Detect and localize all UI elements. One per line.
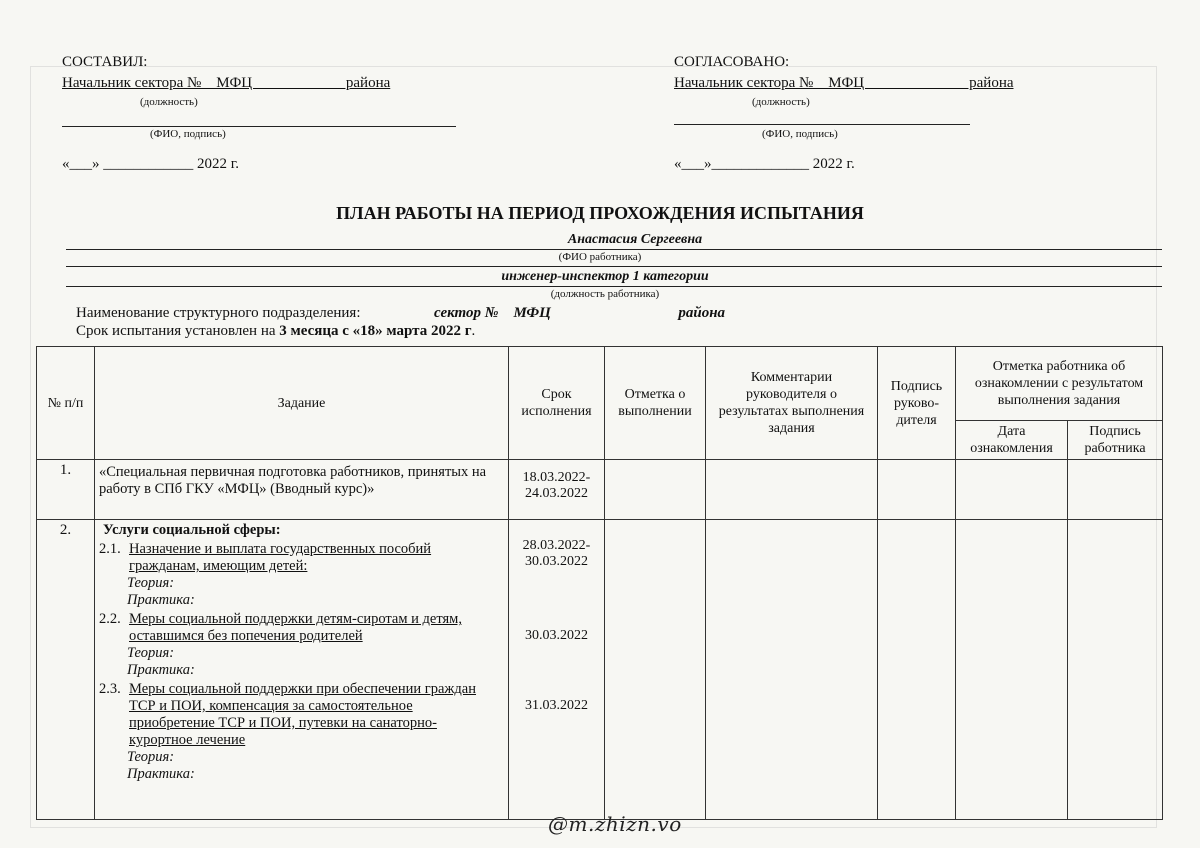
row-comments-cell	[706, 460, 878, 520]
left-signature-caption: (ФИО, подпись)	[150, 128, 226, 140]
deadline-end: 30.03.2022	[525, 554, 588, 569]
employee-position: инженер-инспектор 1 категории	[501, 269, 709, 284]
employee-name: Анастасия Сергеевна	[567, 232, 703, 247]
right-position-line: Начальник сектора № МФЦ района	[674, 75, 1014, 91]
header-ack-date: Дата ознакомления	[956, 421, 1068, 460]
watermark-handle: @m.zhizn.vo	[548, 812, 682, 836]
header-ack-sign: Подпись работника	[1068, 421, 1163, 460]
document-title: ПЛАН РАБОТЫ НА ПЕРИОД ПРОХОЖДЕНИЯ ИСПЫТАНИЯ	[336, 203, 864, 223]
right-date-line: «___»_____________ 2022 г.	[674, 156, 855, 172]
table-row	[37, 520, 1163, 820]
employee-name-underline	[66, 249, 1162, 250]
row-num: 1.	[37, 460, 95, 520]
right-position-caption: (должность)	[752, 96, 810, 108]
deadline-start: 18.03.2022-	[522, 470, 591, 485]
subtask-2-3	[99, 681, 504, 749]
subtask-num: 2.2.	[99, 611, 121, 627]
theory-label: Теория:	[127, 575, 175, 591]
employee-caption-underline	[66, 266, 1162, 267]
department-value: сектор № МФЦ района	[434, 305, 726, 321]
task-group-title: Услуги социальной сферы:	[103, 522, 281, 538]
probation-term	[76, 323, 475, 340]
row-deadline	[509, 460, 605, 520]
header-comments: Комментарии руководителя о результатах выполнения задания	[706, 347, 878, 460]
row-ack-sign-cell	[1068, 520, 1163, 820]
theory-label: Теория:	[127, 645, 175, 661]
row-num: 2.	[37, 520, 95, 820]
left-position-line: Начальник сектора № МФЦ района	[62, 75, 391, 91]
right-signature-line	[674, 124, 970, 125]
probation-term-value: 3 месяца с «18» марта 2022 г	[279, 323, 472, 339]
department-label: Наименование структурного подразделения:	[76, 305, 361, 321]
header-task: Задание	[95, 347, 509, 460]
header-deadline: Срок исполнения	[509, 347, 605, 460]
subtask-text: Меры социальной поддержки детям-сиротам и детям, оставшимся без попечения родителей	[129, 611, 462, 644]
theory-label: Теория:	[127, 749, 175, 765]
employee-position-caption: (должность работника)	[550, 288, 660, 300]
subtask-text: Назначение и выплата государственных пособий гражданам, имеющим детей:	[129, 541, 432, 574]
subtask-2-1-deadline	[509, 538, 604, 570]
employee-name-caption: (ФИО работника)	[558, 251, 642, 263]
header-done: Отметка о выполнении	[605, 347, 706, 460]
row-manager-sign-cell	[878, 460, 956, 520]
subtask-num: 2.3.	[99, 681, 121, 697]
table-row	[37, 460, 1163, 520]
subtask-text: Меры социальной поддержки при обеспечении граждан ТСР и ПОИ, компенсация за самостоятельное приобретение ТСР и ПОИ, путевки на санаторно-курортное лечение	[129, 681, 477, 748]
subtask-num: 2.1.	[99, 541, 121, 557]
practice-label: Практика:	[127, 592, 195, 608]
row-done-cell	[605, 520, 706, 820]
left-signature-line	[62, 126, 456, 127]
row-ack-date-cell	[956, 460, 1068, 520]
employee-position-underline	[66, 286, 1162, 287]
row-deadline	[509, 520, 605, 820]
header-ack-group: Отметка работника об ознакомлении с результатом выполнения задания	[956, 347, 1163, 421]
left-date-line: «___» ____________ 2022 г.	[62, 156, 239, 172]
row-done-cell	[605, 460, 706, 520]
probation-term-prefix: Срок испытания установлен на	[76, 323, 280, 339]
subtask-2-1	[99, 541, 504, 575]
row-manager-sign-cell	[878, 520, 956, 820]
work-plan-table	[36, 346, 1163, 820]
row-ack-sign-cell	[1068, 460, 1163, 520]
row-task: «Специальная первичная подготовка работников, принятых на работу в СПб ГКУ «МФЦ» (Вводный курс)»	[95, 460, 509, 520]
right-approval-title: СОГЛАСОВАНО:	[674, 54, 790, 70]
row-ack-date-cell	[956, 520, 1068, 820]
row-task	[95, 520, 509, 820]
probation-term-suffix: .	[471, 323, 476, 339]
practice-label: Практика:	[127, 662, 195, 678]
practice-label: Практика:	[127, 766, 195, 782]
subtask-2-3-deadline: 31.03.2022	[525, 698, 588, 713]
right-signature-caption: (ФИО, подпись)	[762, 128, 838, 140]
left-position-caption: (должность)	[140, 96, 198, 108]
left-approval-title: СОСТАВИЛ:	[62, 54, 148, 70]
subtask-2-2-deadline: 30.03.2022	[525, 628, 588, 643]
deadline-start: 28.03.2022-	[522, 538, 591, 553]
subtask-2-2	[99, 611, 504, 645]
deadline-end: 24.03.2022	[525, 486, 588, 501]
row-comments-cell	[706, 520, 878, 820]
header-num: № п/п	[37, 347, 95, 460]
header-manager-sign: Подпись руково-дителя	[878, 347, 956, 460]
